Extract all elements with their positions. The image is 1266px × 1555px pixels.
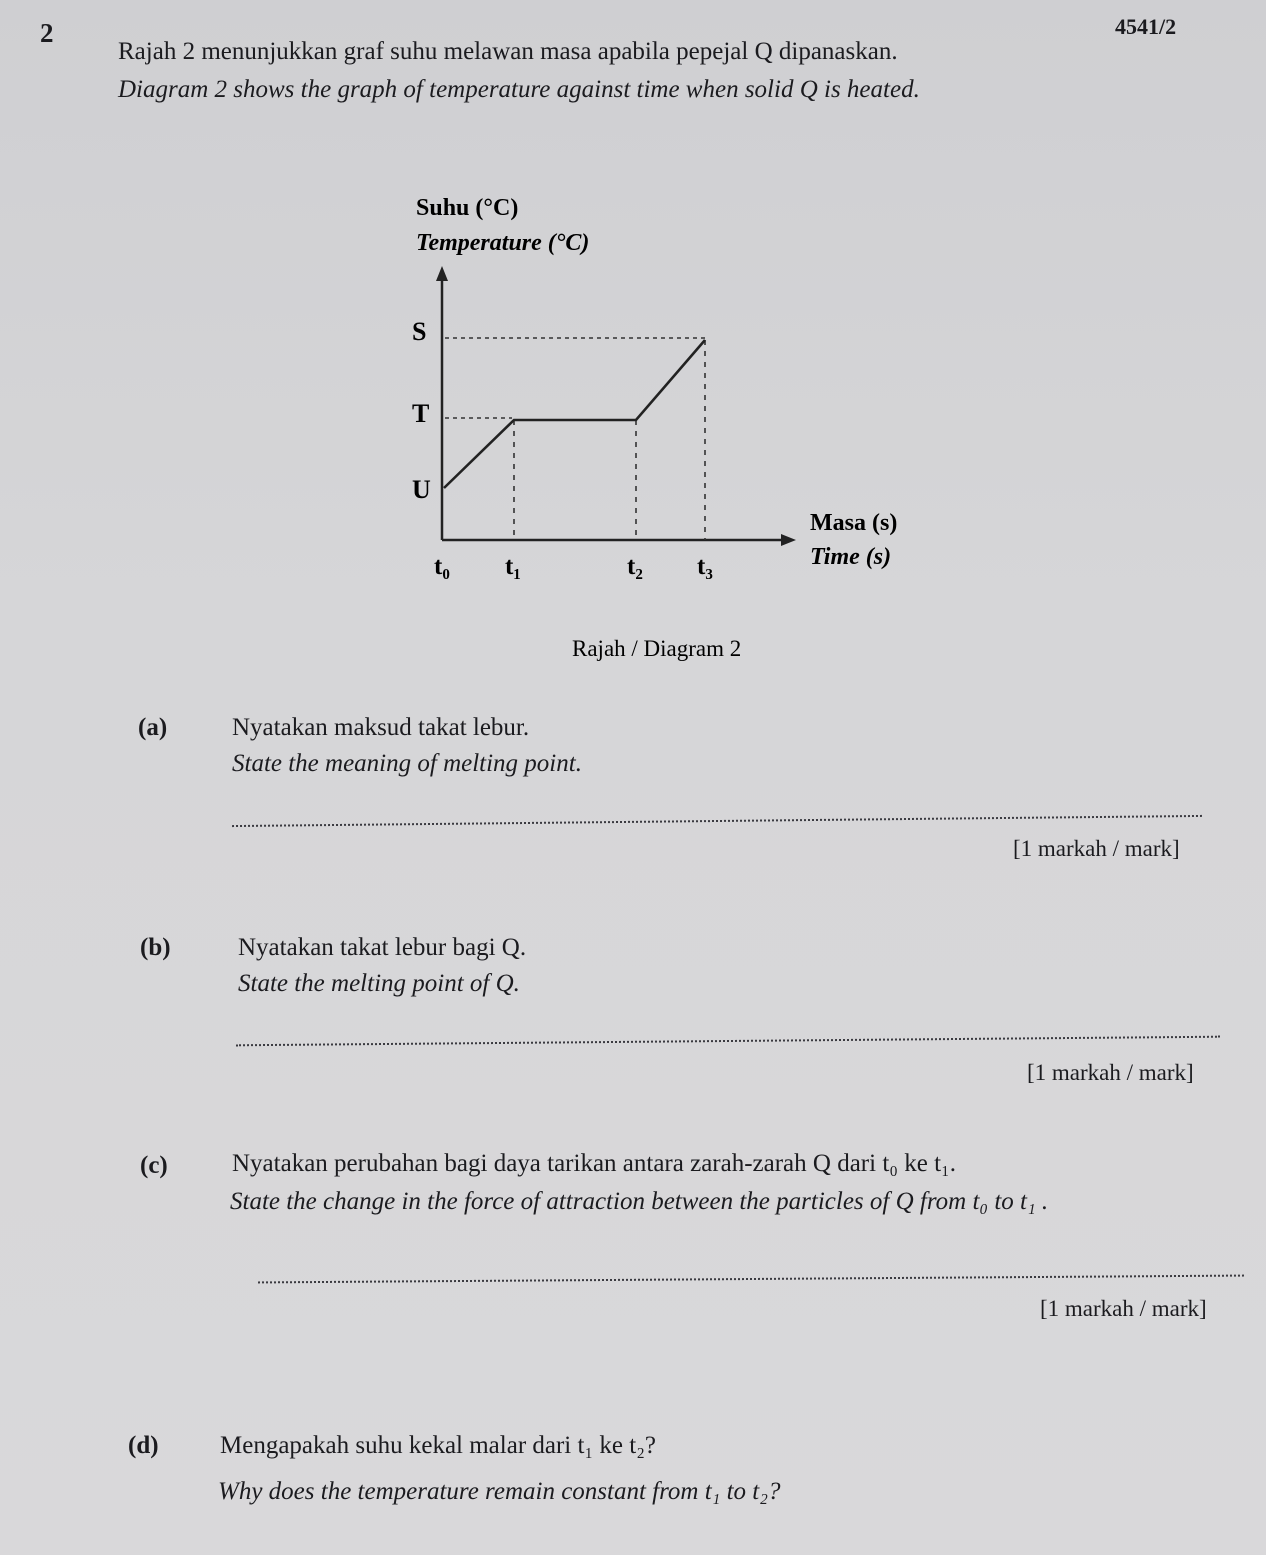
x-tick-t0: t₀ — [434, 553, 450, 580]
question-a-english: State the meaning of melting point. — [232, 750, 582, 777]
marks-c: [1 markah / mark] — [1040, 1296, 1207, 1321]
y-tick-u: U — [412, 475, 431, 504]
marks-b: [1 markah / mark] — [1027, 1060, 1194, 1085]
x-tick-t1: t₁ — [505, 553, 521, 580]
question-a-malay: Nyatakan maksud takat lebur. — [232, 714, 530, 741]
question-c-malay: Nyatakan perubahan bagi daya tarikan antara zarah-zarah Q dari t₀ ke t₁. — [232, 1150, 956, 1177]
question-number: 2 — [40, 18, 54, 48]
answer-line-c[interactable] — [258, 1275, 1244, 1284]
intro-malay: Rajah 2 menunjukkan graf suhu melawan masa apabila pepejal Q dipanaskan. — [118, 38, 898, 65]
question-a-label: (a) — [138, 714, 168, 741]
heating-curve — [444, 340, 705, 488]
x-axis-arrow-icon — [781, 534, 796, 546]
y-axis-arrow-icon — [436, 266, 448, 281]
x-axis-label-english: Time (s) — [810, 544, 892, 570]
y-axis-label-malay: Suhu (°C) — [416, 195, 519, 221]
question-d-english: Why does the temperature remain constant from t₁ to t₂? — [218, 1478, 781, 1505]
x-tick-t2: t₂ — [627, 553, 643, 580]
intro-english: Diagram 2 shows the graph of temperature against time when solid Q is heated. — [118, 76, 920, 103]
question-d-malay: Mengapakah suhu kekal malar dari t₁ ke t₂? — [220, 1432, 657, 1459]
question-c-english: State the change in the force of attraction between the particles of Q from t₀ to t₁ . — [230, 1188, 1049, 1215]
y-tick-t: T — [412, 399, 430, 428]
x-axis-label-malay: Masa (s) — [810, 510, 898, 536]
answer-line-b[interactable] — [236, 1036, 1220, 1047]
diagram-caption: Rajah / Diagram 2 — [572, 636, 742, 661]
y-axis-label-english: Temperature (°C) — [416, 230, 590, 256]
question-b-malay: Nyatakan takat lebur bagi Q. — [238, 934, 527, 961]
temperature-time-graph — [0, 0, 1266, 680]
answer-line-a[interactable] — [232, 815, 1202, 827]
question-b-label: (b) — [140, 934, 171, 961]
question-b-english: State the melting point of Q. — [238, 970, 520, 997]
y-tick-s: S — [412, 317, 427, 346]
question-d-label: (d) — [128, 1432, 159, 1459]
x-tick-t3: t₃ — [697, 553, 713, 580]
marks-a: [1 markah / mark] — [1013, 836, 1180, 861]
paper-code: 4541/2 — [1115, 14, 1177, 39]
question-c-label: (c) — [140, 1152, 168, 1179]
